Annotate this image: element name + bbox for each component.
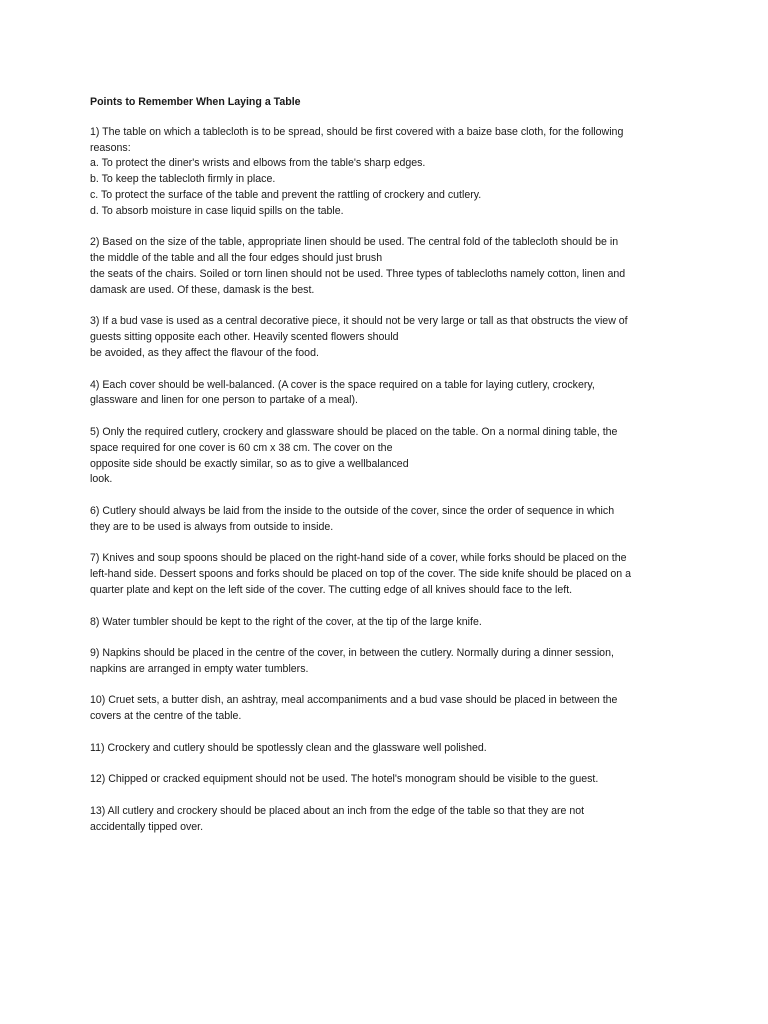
paragraph-11 — [90, 741, 690, 757]
paragraph-line: 4) Each cover should be well-balanced. (A cover is the space required on a table for laying cutlery, crockery, — [90, 378, 595, 391]
paragraph-line: opposite side should be exactly similar, so as to give a wellbalanced — [90, 457, 409, 470]
paragraph-line: b. To keep the tablecloth firmly in place. — [90, 173, 276, 186]
paragraph-line: 13) All cutlery and crockery should be placed about an inch from the edge of the table so that they are not — [90, 805, 585, 818]
paragraph-line: be avoided, as they affect the flavour of the food. — [90, 346, 319, 359]
paragraph-line: 3) If a bud vase is used as a central decorative piece, it should not be very large or tall as that obstructs the view of — [90, 315, 628, 328]
paragraph-line: 7) Knives and soup spoons should be placed on the right-hand side of a cover, while forks should be placed on the — [90, 552, 627, 565]
paragraph-12 — [90, 772, 690, 788]
paragraph-line: guests sitting opposite each other. Heavily scented flowers should — [90, 331, 399, 344]
paragraph-line: damask are used. Of these, damask is the best. — [90, 283, 315, 296]
paragraph-line: 9) Napkins should be placed in the centre of the cover, in between the cutlery. Normally during a dinner session, — [90, 647, 614, 660]
paragraph-13 — [90, 804, 690, 836]
paragraph-10 — [90, 693, 690, 725]
paragraph-line: a. To protect the diner's wrists and elbows from the table's sharp edges. — [90, 157, 426, 170]
paragraph-line: look. — [90, 473, 113, 486]
paragraph-line: 1) The table on which a tablecloth is to be spread, should be first covered with a baize base cloth, for the following — [90, 125, 624, 138]
paragraph-8 — [90, 615, 690, 631]
paragraph-line: glassware and linen for one person to partake of a meal). — [90, 394, 358, 407]
paragraph-line: 12) Chipped or cracked equipment should not be used. The hotel's monogram should be visible to the guest. — [90, 773, 599, 786]
document-page — [90, 95, 690, 851]
paragraph-line: 2) Based on the size of the table, appropriate linen should be used. The central fold of the tablecloth should be in — [90, 236, 619, 249]
paragraph-line: 11) Crockery and cutlery should be spotlessly clean and the glassware well polished. — [90, 741, 487, 754]
paragraph-4 — [90, 378, 690, 410]
paragraph-line: the middle of the table and all the four edges should just brush — [90, 252, 383, 265]
paragraph-line: 5) Only the required cutlery, crockery and glassware should be placed on the table. On a normal dining table, the — [90, 425, 618, 438]
paragraph-line: 8) Water tumbler should be kept to the right of the cover, at the tip of the large knife. — [90, 615, 482, 628]
paragraph-1 — [90, 125, 690, 220]
paragraph-line: the seats of the chairs. Soiled or torn linen should not be used. Three types of tablecloths namely cotton, linen and — [90, 267, 626, 280]
paragraph-list — [90, 125, 690, 836]
paragraph-line: left-hand side. Dessert spoons and forks should be placed on top of the cover. The side knife should be placed on a — [90, 568, 632, 581]
paragraph-line: reasons: — [90, 141, 131, 154]
paragraph-9 — [90, 646, 690, 678]
paragraph-line: space required for one cover is 60 cm x 38 cm. The cover on the — [90, 441, 393, 454]
paragraph-line: 10) Cruet sets, a butter dish, an ashtray, meal accompaniments and a bud vase should be placed in between the — [90, 694, 618, 707]
paragraph-7 — [90, 551, 690, 598]
paragraph-line: accidentally tipped over. — [90, 820, 204, 833]
paragraph-line: d. To absorb moisture in case liquid spills on the table. — [90, 204, 344, 217]
document-title: Points to Remember When Laying a Table — [90, 96, 301, 108]
paragraph-line: 6) Cutlery should always be laid from the inside to the outside of the cover, since the order of sequence in which — [90, 504, 615, 517]
paragraph-6 — [90, 504, 690, 536]
paragraph-line: covers at the centre of the table. — [90, 710, 242, 723]
paragraph-2 — [90, 235, 690, 298]
paragraph-3 — [90, 314, 690, 361]
paragraph-line: quarter plate and kept on the left side of the cover. The cutting edge of all knives should face to the left. — [90, 583, 573, 596]
paragraph-line: c. To protect the surface of the table and prevent the rattling of crockery and cutlery. — [90, 188, 482, 201]
paragraph-line: they are to be used is always from outside to inside. — [90, 520, 334, 533]
paragraph-line: napkins are arranged in empty water tumblers. — [90, 662, 309, 675]
paragraph-5 — [90, 425, 690, 488]
